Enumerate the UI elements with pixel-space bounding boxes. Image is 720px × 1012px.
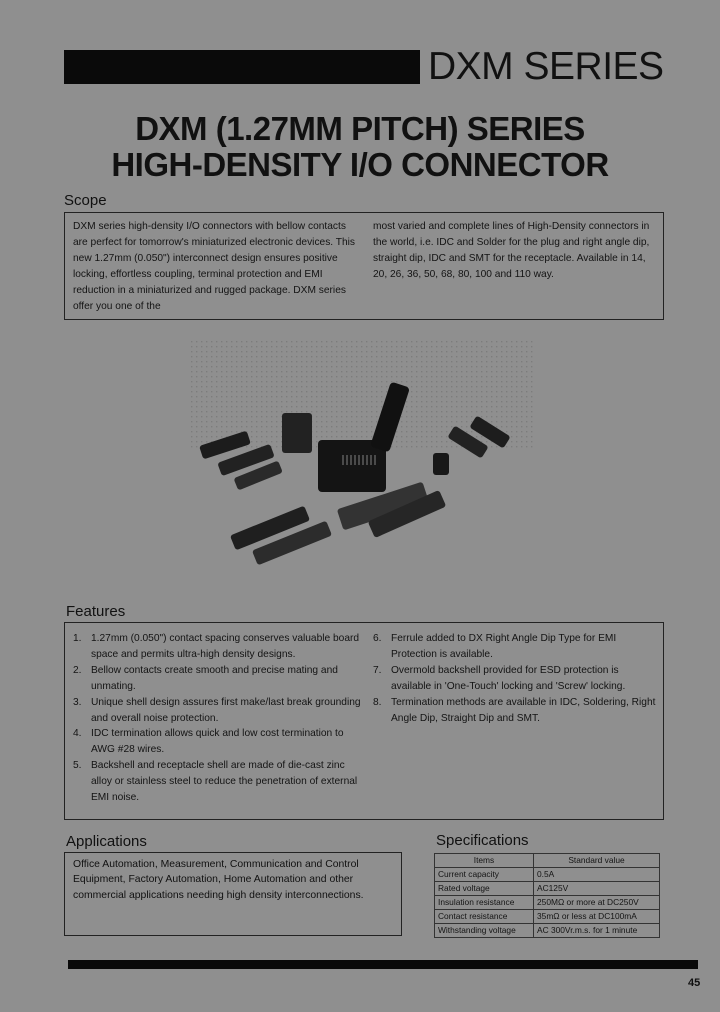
spec-row <box>435 924 660 938</box>
feature-item-6 <box>373 631 659 663</box>
spec-header-row <box>435 854 660 868</box>
applications-heading: Applications <box>66 833 147 850</box>
specifications-table <box>434 853 660 938</box>
feature-item-7 <box>373 663 659 695</box>
specifications-heading: Specifications <box>436 832 529 849</box>
spec-item: Withstanding voltage <box>435 924 534 938</box>
applications-text: Office Automation, Measurement, Communication and Control Equipment, Factory Automation, Home Automation and other commercial applications needing high density interconnections. <box>73 859 364 901</box>
spec-row <box>435 910 660 924</box>
scope-box <box>64 212 664 320</box>
feature-item-3 <box>73 695 365 727</box>
feature-number: 8. <box>373 696 382 708</box>
spec-value: 250MΩ or more at DC250V <box>534 896 660 910</box>
feature-number: 6. <box>373 633 382 644</box>
feature-number: 1. <box>73 633 82 644</box>
feature-number: 3. <box>73 696 82 708</box>
features-column-2 <box>373 631 659 726</box>
feature-text: 1.27mm (0.050") contact spacing conserves valuable board space and permits ultra-high density designs. <box>91 633 360 660</box>
scope-text-column-2: most varied and complete lines of High-Density connectors in the world, i.e. IDC and Solder for the plug and right angle dip, straight dip, IDC and SMT for the receptacle. Available in 14, 20, 26, 36, 50, 68, 80, 100 and 110 way. <box>373 221 650 280</box>
page-number: 45 <box>688 977 701 989</box>
feature-text: Backshell and receptacle shell are made of die-cast zinc alloy or stainless steel to reduce the penetration of external EMI noise. <box>91 760 358 804</box>
feature-text: Unique shell design assures first make/last break grounding and overall noise protection. <box>91 696 361 724</box>
feature-number: 4. <box>73 728 82 740</box>
footer-rule <box>68 960 698 969</box>
spec-value: 35mΩ or less at DC100mA <box>534 910 660 924</box>
feature-item-1 <box>73 631 365 663</box>
feature-number: 2. <box>73 664 82 676</box>
feature-text: Bellow contacts create smooth and precise mating and unmating. <box>91 664 338 692</box>
feature-text: Overmold backshell provided for ESD protection is available in 'One-Touch' locking and 'Screw' locking. <box>391 664 626 692</box>
spec-col-standard-value: Standard value <box>534 854 660 868</box>
page-title-line-2: HIGH-DENSITY I/O CONNECTOR <box>111 146 609 183</box>
scope-heading: Scope <box>64 192 107 209</box>
feature-number: 5. <box>73 760 82 772</box>
features-box <box>64 622 664 820</box>
feature-item-5 <box>73 758 365 806</box>
feature-item-8 <box>373 695 659 727</box>
feature-item-4 <box>73 726 365 758</box>
feature-text: Termination methods are available in IDC, Soldering, Right Angle Dip, Straight Dip and SMT. <box>391 696 656 724</box>
feature-number: 7. <box>373 664 382 676</box>
spec-row <box>435 868 660 882</box>
scope-text-column-1: DXM series high-density I/O connectors with bellow contacts are perfect for tomorrow's miniaturized electronic devices. This new 1.27mm (0.050") interconnect design ensures positive locking, effortless coupling, terminal protection and EMI reduction in a miniaturized and rugged package. DXM series offer you one of the <box>73 221 356 312</box>
spec-col-items: Items <box>435 854 534 868</box>
spec-item: Rated voltage <box>435 882 534 896</box>
features-column-1 <box>73 631 365 806</box>
feature-item-2 <box>73 663 365 695</box>
features-heading: Features <box>66 603 126 620</box>
feature-text: IDC termination allows quick and low cost termination to AWG #28 wires. <box>91 728 344 756</box>
spec-item: Current capacity <box>435 868 534 882</box>
feature-text: Ferrule added to DX Right Angle Dip Type for EMI Protection is available. <box>391 633 617 660</box>
series-label: DXM SERIES <box>428 45 664 88</box>
applications-box <box>64 852 402 936</box>
spec-item: Contact resistance <box>435 910 534 924</box>
spec-value: AC125V <box>534 882 660 896</box>
header-bar <box>64 50 420 84</box>
spec-value: AC 300Vr.m.s. for 1 minute <box>534 924 660 938</box>
page-title-line-1: DXM (1.27MM PITCH) SERIES <box>135 110 585 147</box>
spec-row <box>435 896 660 910</box>
connector-product-photo <box>190 335 535 575</box>
spec-value: 0.5A <box>534 868 660 882</box>
spec-row <box>435 882 660 896</box>
spec-item: Insulation resistance <box>435 896 534 910</box>
